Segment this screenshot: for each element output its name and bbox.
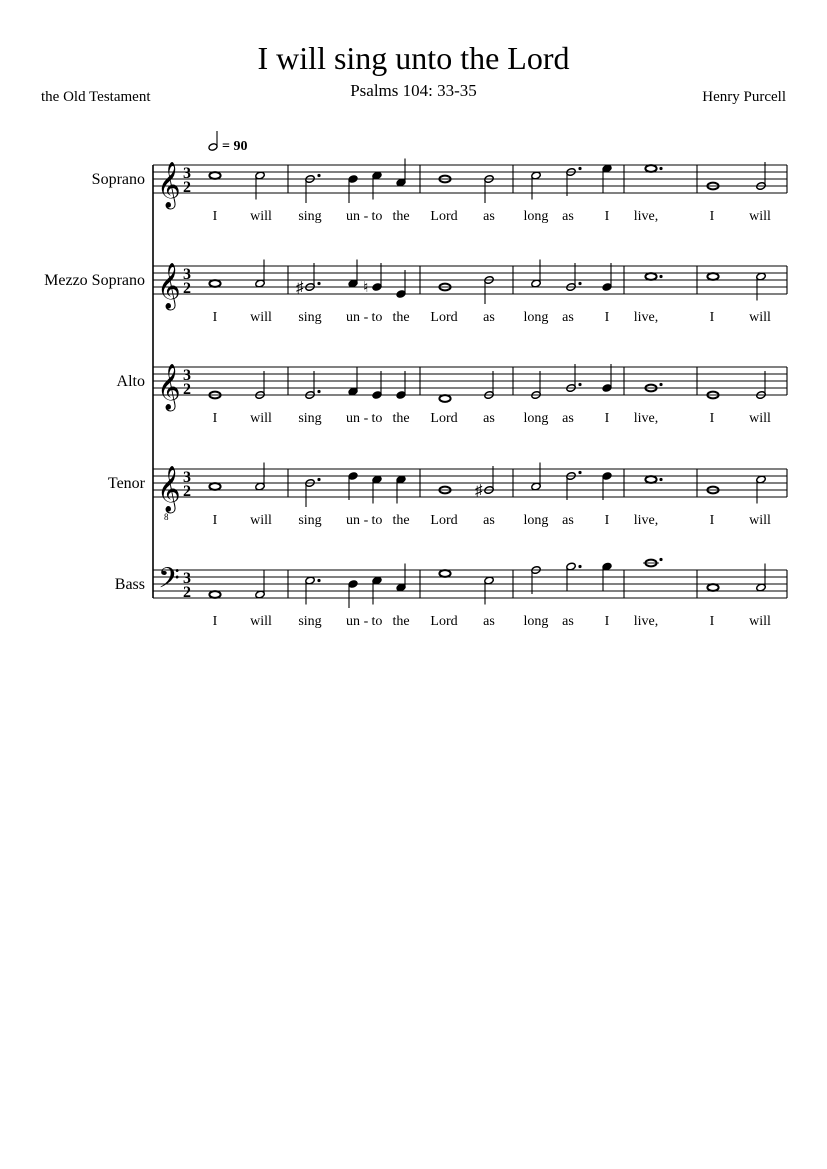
note	[209, 280, 220, 287]
note	[602, 562, 612, 590]
lyric-syllable: Lord	[430, 614, 458, 629]
note	[756, 564, 766, 592]
lyrics-line	[213, 513, 771, 528]
octave-eight-mark: 8	[164, 512, 169, 522]
lyric-syllable: will	[250, 614, 272, 629]
note	[531, 463, 541, 491]
lyric-syllable: I	[212, 513, 218, 528]
lyric-syllable: un	[346, 513, 360, 528]
note	[531, 171, 541, 199]
lyric-syllable: will	[749, 209, 771, 224]
dot-mark	[578, 282, 581, 285]
time-sig-numerator: 3	[183, 266, 191, 283]
treble-clef-icon: 𝄞	[157, 263, 181, 308]
lyric-syllable: will	[250, 513, 272, 528]
note	[396, 564, 406, 592]
lyric-syllable: -	[363, 411, 369, 426]
note	[372, 576, 382, 604]
lyric-syllable: Lord	[430, 513, 458, 528]
lyric-syllable: sing	[298, 513, 322, 528]
time-sig-denominator: 2	[183, 584, 191, 601]
lyric-syllable: live,	[633, 411, 659, 426]
note	[566, 471, 582, 500]
lyric-syllable: to	[371, 411, 383, 426]
lyric-syllable: long	[523, 310, 549, 325]
lyric-syllable: as	[562, 411, 574, 426]
note	[255, 171, 265, 199]
lyric-syllable: I	[709, 411, 715, 426]
note	[602, 364, 612, 392]
dot-mark	[317, 282, 320, 285]
note	[348, 580, 358, 608]
dot-mark	[578, 167, 581, 170]
time-sig-numerator: 3	[183, 367, 191, 384]
lyric-syllable: I	[604, 513, 610, 528]
time-sig-denominator: 2	[183, 280, 191, 297]
lyric-syllable: I	[604, 209, 610, 224]
whole-note-head	[209, 280, 220, 287]
note	[707, 584, 718, 591]
whole-note-head	[209, 591, 220, 598]
lyric-syllable: the	[392, 614, 410, 629]
lyric-syllable: I	[709, 513, 715, 528]
note	[209, 483, 220, 490]
poet-credit: the Old Testament	[41, 89, 151, 105]
lyrics-line	[213, 411, 771, 426]
whole-note-head	[439, 570, 450, 577]
whole-note-head	[439, 395, 450, 402]
lyric-syllable: long	[523, 614, 549, 629]
lyric-syllable: -	[363, 513, 369, 528]
dot-mark	[317, 579, 320, 582]
lyric-syllable: sing	[298, 411, 322, 426]
dot-mark	[659, 167, 662, 170]
note	[305, 174, 321, 203]
lyric-syllable: to	[371, 614, 383, 629]
lyric-syllable: I	[709, 614, 715, 629]
lyric-syllable: live,	[633, 513, 659, 528]
lyric-syllable: as	[483, 513, 495, 528]
staff-name: Mezzo Soprano	[44, 272, 145, 289]
dot-mark	[578, 565, 581, 568]
lyric-syllable: I	[604, 310, 610, 325]
whole-note-head	[645, 165, 656, 172]
lyric-syllable: as	[483, 209, 495, 224]
note	[707, 273, 718, 280]
lyric-syllable: long	[523, 209, 549, 224]
time-sig-numerator: 3	[183, 165, 191, 182]
note	[756, 272, 766, 300]
lyric-syllable: will	[250, 411, 272, 426]
lyric-syllable: as	[483, 614, 495, 629]
whole-note-head	[209, 172, 220, 179]
staff-tenor	[108, 463, 787, 529]
note	[756, 475, 766, 503]
lyric-syllable: -	[363, 614, 369, 629]
lyric-syllable: as	[562, 209, 574, 224]
lyric-syllable: un	[346, 614, 360, 629]
staff-mezzo-soprano	[44, 260, 787, 326]
lyric-syllable: the	[392, 513, 410, 528]
treble-clef-icon: 𝄞	[157, 466, 181, 511]
lyric-syllable: to	[371, 513, 383, 528]
lyric-syllable: I	[212, 411, 218, 426]
bass-clef-icon: 𝄢	[158, 564, 180, 601]
note	[645, 273, 662, 280]
note	[531, 260, 541, 288]
time-sig-denominator: 2	[183, 179, 191, 196]
lyric-syllable: un	[346, 310, 360, 325]
lyric-syllable: will	[749, 513, 771, 528]
lyric-syllable: will	[749, 614, 771, 629]
piece-subtitle: Psalms 104: 33-35	[350, 81, 477, 100]
lyric-syllable: un	[346, 411, 360, 426]
note	[643, 558, 663, 566]
lyric-syllable: will	[250, 209, 272, 224]
staff-name: Soprano	[91, 171, 145, 188]
lyric-syllable: I	[212, 310, 218, 325]
lyric-syllable: Lord	[430, 411, 458, 426]
dot-mark	[317, 174, 320, 177]
lyric-syllable: live,	[633, 209, 659, 224]
lyric-syllable: will	[749, 411, 771, 426]
treble-clef-icon: 𝄞	[157, 162, 181, 207]
dot-mark	[578, 383, 581, 386]
lyric-syllable: the	[392, 310, 410, 325]
dot-mark	[659, 478, 662, 481]
lyric-syllable: as	[483, 310, 495, 325]
lyric-syllable: un	[346, 209, 360, 224]
lyric-syllable: sing	[298, 209, 322, 224]
note	[439, 570, 450, 577]
lyric-syllable: live,	[633, 310, 659, 325]
lyric-syllable: sing	[298, 310, 322, 325]
note	[348, 175, 358, 203]
dot-mark	[578, 471, 581, 474]
time-sig-numerator: 3	[183, 570, 191, 587]
note	[602, 472, 612, 500]
note	[363, 263, 382, 296]
lyrics-line	[213, 209, 771, 224]
note	[348, 368, 358, 396]
note	[645, 165, 662, 172]
note	[255, 571, 265, 599]
lyric-syllable: Lord	[430, 209, 458, 224]
staff-name: Tenor	[107, 475, 145, 492]
lyric-syllable: will	[250, 310, 272, 325]
lyric-syllable: as	[562, 310, 574, 325]
lyric-syllable: will	[749, 310, 771, 325]
lyric-syllable: sing	[298, 614, 322, 629]
whole-note-head	[645, 273, 656, 280]
lyric-syllable: I	[709, 310, 715, 325]
note	[566, 167, 582, 196]
note	[396, 270, 406, 298]
lyrics-line	[213, 614, 771, 629]
note	[439, 395, 450, 402]
treble-clef-icon: 𝄞	[157, 364, 181, 409]
note	[209, 591, 220, 598]
note	[255, 260, 265, 288]
lyric-syllable: as	[483, 411, 495, 426]
lyric-syllable: I	[212, 209, 218, 224]
whole-note-head	[209, 483, 220, 490]
lyric-syllable: -	[363, 209, 369, 224]
lyric-syllable: live,	[633, 614, 659, 629]
staff-name: Bass	[114, 576, 145, 593]
note	[305, 576, 321, 604]
staff-soprano	[92, 159, 787, 225]
note	[255, 463, 265, 491]
lyric-syllable: the	[392, 209, 410, 224]
note	[396, 159, 406, 187]
note	[475, 466, 494, 499]
sharp-sign: ♯	[296, 280, 304, 296]
time-sig-numerator: 3	[183, 469, 191, 486]
whole-note-head	[645, 476, 656, 483]
lyric-syllable: long	[523, 513, 549, 528]
lyric-syllable: long	[523, 411, 549, 426]
dot-mark	[317, 478, 320, 481]
note	[296, 263, 321, 296]
staff-alto	[117, 364, 787, 426]
note	[348, 260, 358, 288]
whole-note-head	[707, 584, 718, 591]
tempo-text: = 90	[222, 139, 248, 154]
dot-mark	[659, 275, 662, 278]
note	[372, 171, 382, 199]
note	[602, 263, 612, 291]
note	[209, 172, 220, 179]
lyric-syllable: I	[212, 614, 218, 629]
time-sig-denominator: 2	[183, 381, 191, 398]
note	[645, 476, 662, 483]
lyric-syllable: to	[371, 209, 383, 224]
whole-note-head	[707, 273, 718, 280]
dot-mark	[659, 383, 662, 386]
lyric-syllable: I	[604, 411, 610, 426]
tempo-marking	[208, 131, 247, 154]
time-sig-denominator: 2	[183, 483, 191, 500]
dot-mark	[659, 558, 662, 561]
piece-title: I will sing unto the Lord	[257, 40, 570, 76]
lyric-syllable: Lord	[430, 310, 458, 325]
natural-sign: ♮	[363, 280, 369, 296]
lyric-syllable: I	[604, 614, 610, 629]
lyric-syllable: the	[392, 411, 410, 426]
note	[372, 371, 382, 399]
note	[396, 475, 406, 503]
dot-mark	[317, 390, 320, 393]
note	[348, 472, 358, 500]
note	[484, 576, 494, 604]
note	[645, 383, 662, 392]
note	[566, 562, 582, 590]
lyric-syllable: as	[562, 513, 574, 528]
sharp-sign: ♯	[475, 483, 483, 499]
staff-name: Alto	[116, 373, 145, 390]
lyric-syllable: to	[371, 310, 383, 325]
note	[372, 475, 382, 503]
note	[602, 164, 612, 192]
lyric-syllable: as	[562, 614, 574, 629]
staff-bass	[115, 558, 787, 629]
lyrics-line	[213, 310, 771, 325]
lyric-syllable: -	[363, 310, 369, 325]
composer-credit: Henry Purcell	[702, 89, 786, 105]
note	[396, 371, 406, 399]
note	[305, 478, 321, 507]
lyric-syllable: I	[709, 209, 715, 224]
